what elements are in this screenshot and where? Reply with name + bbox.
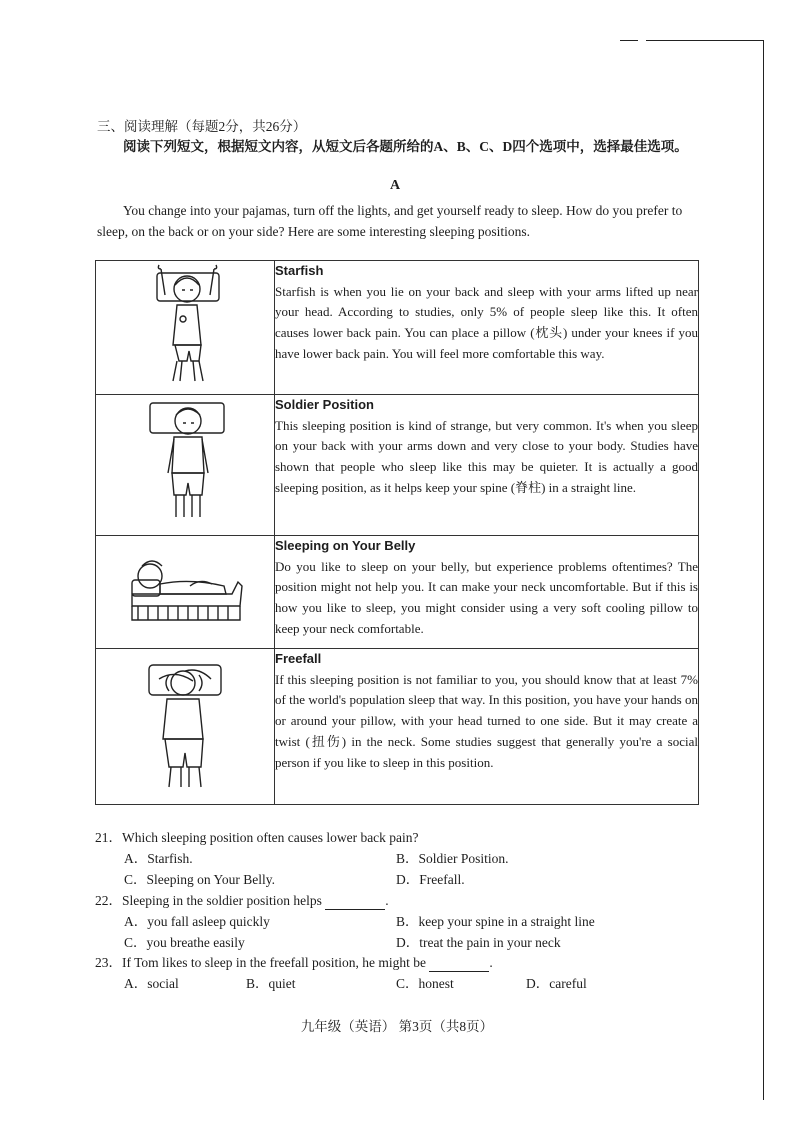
freefall-illustration: [125, 649, 245, 795]
position-description: [275, 261, 699, 395]
position-description: [275, 395, 699, 536]
position-title: Soldier Position: [275, 397, 374, 412]
question-22-stem-text: 22．Sleeping in the soldier position helps: [95, 893, 322, 908]
section-heading: 三、阅读理解（每题2分，共26分）: [97, 119, 307, 134]
position-title: Starfish: [275, 263, 324, 278]
question-22-option-d[interactable]: D．treat the pain in your neck: [396, 935, 561, 950]
passage-letter: A: [390, 178, 401, 193]
table-row: [96, 649, 699, 805]
binding-margin-rule: [763, 40, 764, 1100]
question-22-blank: [325, 893, 385, 910]
question-23-option-a[interactable]: A．social: [124, 976, 179, 991]
question-22-stem-end: .: [385, 893, 389, 908]
illustration-cell: [96, 261, 275, 395]
question-21-stem: 21．Which sleeping position often causes lower back pain?: [95, 830, 419, 845]
position-text: This sleeping position is kind of strange, but very common. It's when you sleep on your back with your arms down and very close to your body. Studies have shown that people who sleep like this may be quieter. It is actually a good sleeping position, as it helps keep your spine (脊柱) in a straight line.: [275, 417, 698, 495]
question-23-stem-end: .: [489, 955, 493, 970]
question-22-option-a[interactable]: A．you fall asleep quickly: [124, 914, 270, 929]
position-description: [275, 536, 699, 649]
position-text: If this sleeping position is not familiar to you, you should know that at least 7% of the world's population sleep that way. In this position, you have your hands on or around your pillow, with your head turned to one side. But it may create a twist (扭伤) in the neck. Some studies suggest that generally you're a social person if you like to sleep in this position.: [275, 671, 698, 770]
position-title: Freefall: [275, 651, 322, 666]
belly-illustration: [120, 536, 250, 640]
illustration-cell: [96, 395, 275, 536]
position-text: Do you like to sleep on your belly, but experience problems oftentimes? The position might not help you. It can make your neck uncomfortable. But if this is how you like to sleep, you might consider using a very soft cooling pillow to keep your neck comfortable.: [275, 558, 698, 636]
question-23-blank: [429, 955, 489, 972]
top-rule: [646, 40, 764, 41]
question-23-stem-text: 23．If Tom likes to sleep in the freefall position, he might be: [95, 955, 426, 970]
question-23-option-b[interactable]: B．quiet: [246, 976, 296, 991]
section-instruction: 阅读下列短文，根据短文内容，从短文后各题所给的A、B、C、D四个选项中，选择最佳选项。: [123, 139, 688, 154]
starfish-illustration: [125, 261, 245, 389]
question-21-option-d[interactable]: D．Freefall.: [396, 872, 465, 887]
question-23-stem: [95, 951, 715, 972]
question-22-stem: [95, 889, 715, 910]
sleeping-positions-table: [95, 260, 699, 805]
illustration-cell: [96, 649, 275, 805]
soldier-illustration: [130, 395, 240, 527]
question-22-option-c[interactable]: C．you breathe easily: [124, 935, 245, 950]
table-row: [96, 261, 699, 395]
question-22-option-b[interactable]: B．keep your spine in a straight line: [396, 914, 595, 929]
question-21-option-c[interactable]: C．Sleeping on Your Belly.: [124, 872, 276, 887]
question-21-option-b[interactable]: B．Soldier Position.: [396, 851, 509, 866]
question-23-option-d[interactable]: D．careful: [526, 976, 587, 991]
top-rule: [620, 40, 638, 41]
position-text: Starfish is when you lie on your back and sleep with your arms lifted up near your head. According to studies, only 5% of people sleep like this. It often causes lower back pain. You can place a pillow (枕头) under your knees if you have lower back pain. You will feel more comfortable this way.: [275, 283, 698, 361]
question-21-option-a[interactable]: A．Starfish.: [124, 851, 193, 866]
question-23-option-c[interactable]: C．honest: [396, 976, 454, 991]
passage-intro: You change into your pajamas, turn off the lights, and get yourself ready to sleep. How do you prefer to sleep, on the back or on your side? Here are some interesting sleeping positions.: [97, 203, 683, 239]
page-footer: 九年级（英语） 第3页（共8页）: [300, 1019, 494, 1034]
illustration-cell: [96, 536, 275, 649]
table-row: [96, 536, 699, 649]
table-row: [96, 395, 699, 536]
position-description: [275, 649, 699, 805]
position-title: Sleeping on Your Belly: [275, 538, 416, 553]
